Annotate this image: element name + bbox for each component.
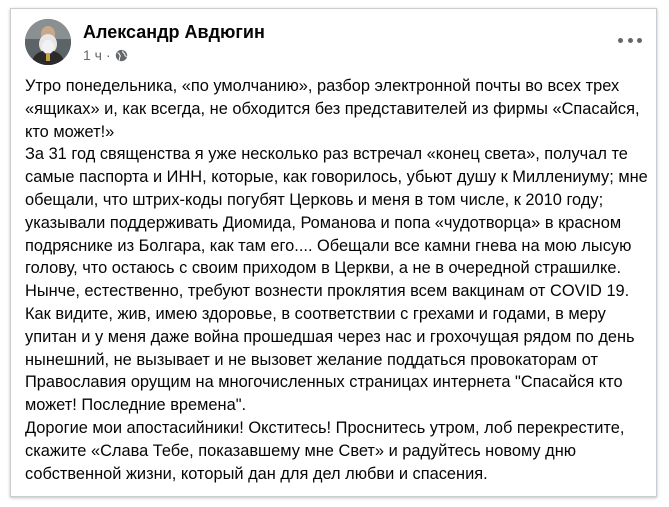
author-name[interactable]: Александр Авдюгин bbox=[83, 22, 265, 42]
post-paragraph: Утро понедельника, «по умолчанию», разбор электронной почты во всех трех «ящиках» и, как всегда, не обходится без представителей из фирмы «Спасайся, кто может!» bbox=[25, 77, 640, 141]
meta-separator: · bbox=[105, 47, 111, 63]
post-time[interactable]: 1 ч bbox=[83, 47, 102, 63]
more-options-icon-dot bbox=[637, 38, 642, 43]
post-card bbox=[10, 8, 657, 497]
post-paragraph: Как видите, жив, имею здоровье, в соответствии с грехами и годами, в меру упитан и у меня даже война прошедшая через нас и грохочущая рядом по день нынешний, не вызывает и не вызовет желание поддаться провокаторам от Православия орущим на многочисленных страницах интернета "Спасайся кто может! Последние времена". bbox=[25, 304, 635, 415]
author-avatar[interactable] bbox=[25, 19, 71, 65]
more-options-icon-dot bbox=[628, 38, 633, 43]
post-text bbox=[25, 75, 651, 485]
globe-icon[interactable] bbox=[115, 49, 128, 62]
post-header bbox=[25, 19, 646, 67]
post-paragraph: За 31 год священства я уже несколько раз встречал «конец света», получал те самые паспорта и ИНН, которые, как говорилось, убьют душу к Миллениуму; мне обещали, что штрих-коды погубят Церковь и меня в том числе, к 2010 году; указывали поддерживать Диомида, Романова и попа «чудотворца» в красном подряснике из Болгара, как там его.... Обещали все камни гнева на мою лысую голову, что остаюсь с своим приходом в Церкви, а не в очередной страшилке. bbox=[25, 145, 648, 278]
more-options-button[interactable] bbox=[618, 33, 642, 47]
post-paragraph: Дорогие мои апостасийники! Окститесь! Проснитесь утром, лоб перекрестите, скажите «Слава Тебе, показавшему мне Свет» и радуйтесь новому дню собственной жизни, который дан для дел любви и спасения. bbox=[25, 418, 625, 483]
avatar-photo bbox=[25, 19, 71, 65]
post-meta bbox=[83, 47, 128, 63]
more-options-icon-dot bbox=[618, 38, 623, 43]
post-paragraph: Нынче, естественно, требуют вознести проклятия всем вакцинам от COVID 19. bbox=[25, 282, 630, 301]
